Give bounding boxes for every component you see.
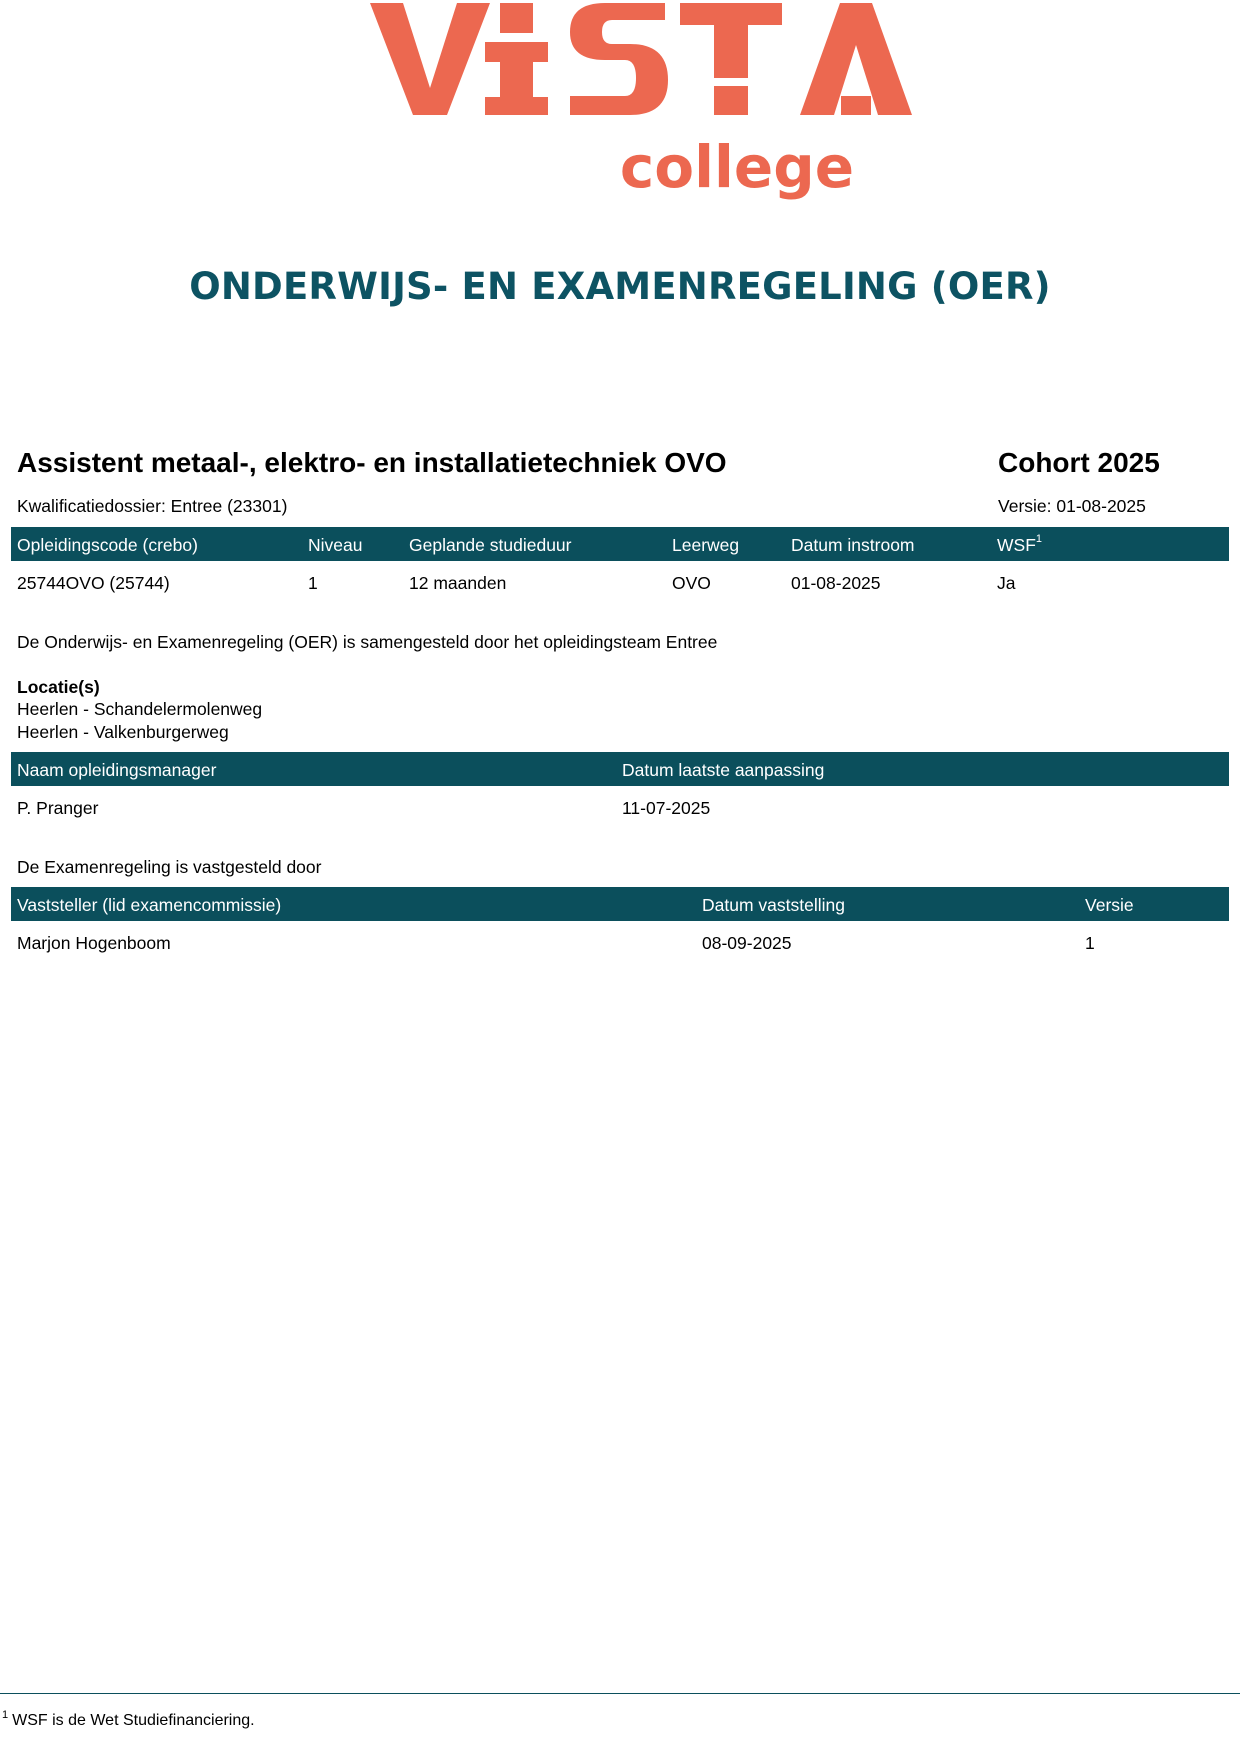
manager-table-header — [11, 752, 1229, 786]
cell-studieduur: 12 maanden — [409, 573, 507, 593]
document-title: ONDERWIJS- EN EXAMENREGELING (OER) — [189, 265, 1051, 308]
footnote-ref: 1 — [1035, 533, 1043, 545]
header-wsf — [997, 535, 1042, 556]
location-item: Heerlen - Schandelermolenweg — [17, 699, 263, 719]
footnote-divider — [0, 1693, 1240, 1694]
header-manager: Naam opleidingsmanager — [17, 760, 217, 780]
header-datum-instroom: Datum instroom — [791, 535, 915, 555]
cell-datum-instroom: 01-08-2025 — [791, 573, 881, 593]
cohort-label: Cohort 2025 — [998, 447, 1160, 478]
header-leerweg: Leerweg — [672, 535, 740, 555]
cell-niveau: 1 — [308, 573, 318, 593]
program-title: Assistent metaal-, elektro- en installatietechniek OVO — [17, 447, 727, 478]
version-label: Versie: 01-08-2025 — [998, 496, 1146, 516]
cell-manager: P. Pranger — [17, 798, 99, 818]
team-statement: De Onderwijs- en Examenregeling (OER) is samengesteld door het opleidingsteam Entree — [17, 632, 718, 652]
footnote-text: WSF is de Wet Studiefinanciering. — [12, 1712, 255, 1729]
header-crebo: Opleidingscode (crebo) — [17, 535, 198, 555]
header-studieduur: Geplande studieduur — [409, 535, 572, 555]
table-row — [11, 790, 1229, 824]
qualification-dossier: Kwalificatiedossier: Entree (23301) — [17, 496, 288, 516]
location-item: Heerlen - Valkenburgerweg — [17, 722, 229, 742]
footnote — [2, 1709, 255, 1730]
cell-wsf: Ja — [997, 573, 1016, 593]
header-niveau: Niveau — [308, 535, 363, 555]
header-last-update: Datum laatste aanpassing — [622, 760, 825, 780]
exam-table-header — [11, 887, 1229, 921]
table-row — [11, 565, 1229, 599]
logo-subtitle: college — [619, 133, 855, 201]
header-datum-vaststelling: Datum vaststelling — [702, 895, 845, 915]
cell-versie: 1 — [1085, 933, 1095, 953]
cell-leerweg: OVO — [672, 573, 711, 593]
exam-statement: De Examenregeling is vastgesteld door — [17, 857, 322, 877]
cell-datum-vaststelling: 08-09-2025 — [702, 933, 792, 953]
cell-last-update: 11-07-2025 — [622, 798, 711, 818]
locations-heading: Locatie(s) — [17, 677, 100, 697]
table-row — [11, 925, 1229, 959]
header-vaststeller: Vaststeller (lid examencommissie) — [17, 895, 282, 915]
cell-crebo: 25744OVO (25744) — [17, 573, 170, 593]
info-table-header — [11, 527, 1229, 561]
vista-college-logo — [0, 0, 1240, 220]
header-versie: Versie — [1085, 895, 1134, 915]
footnote-marker: 1 — [2, 1709, 9, 1721]
cell-vaststeller: Marjon Hogenboom — [17, 933, 171, 953]
header-wsf-label: WSF — [997, 535, 1036, 555]
